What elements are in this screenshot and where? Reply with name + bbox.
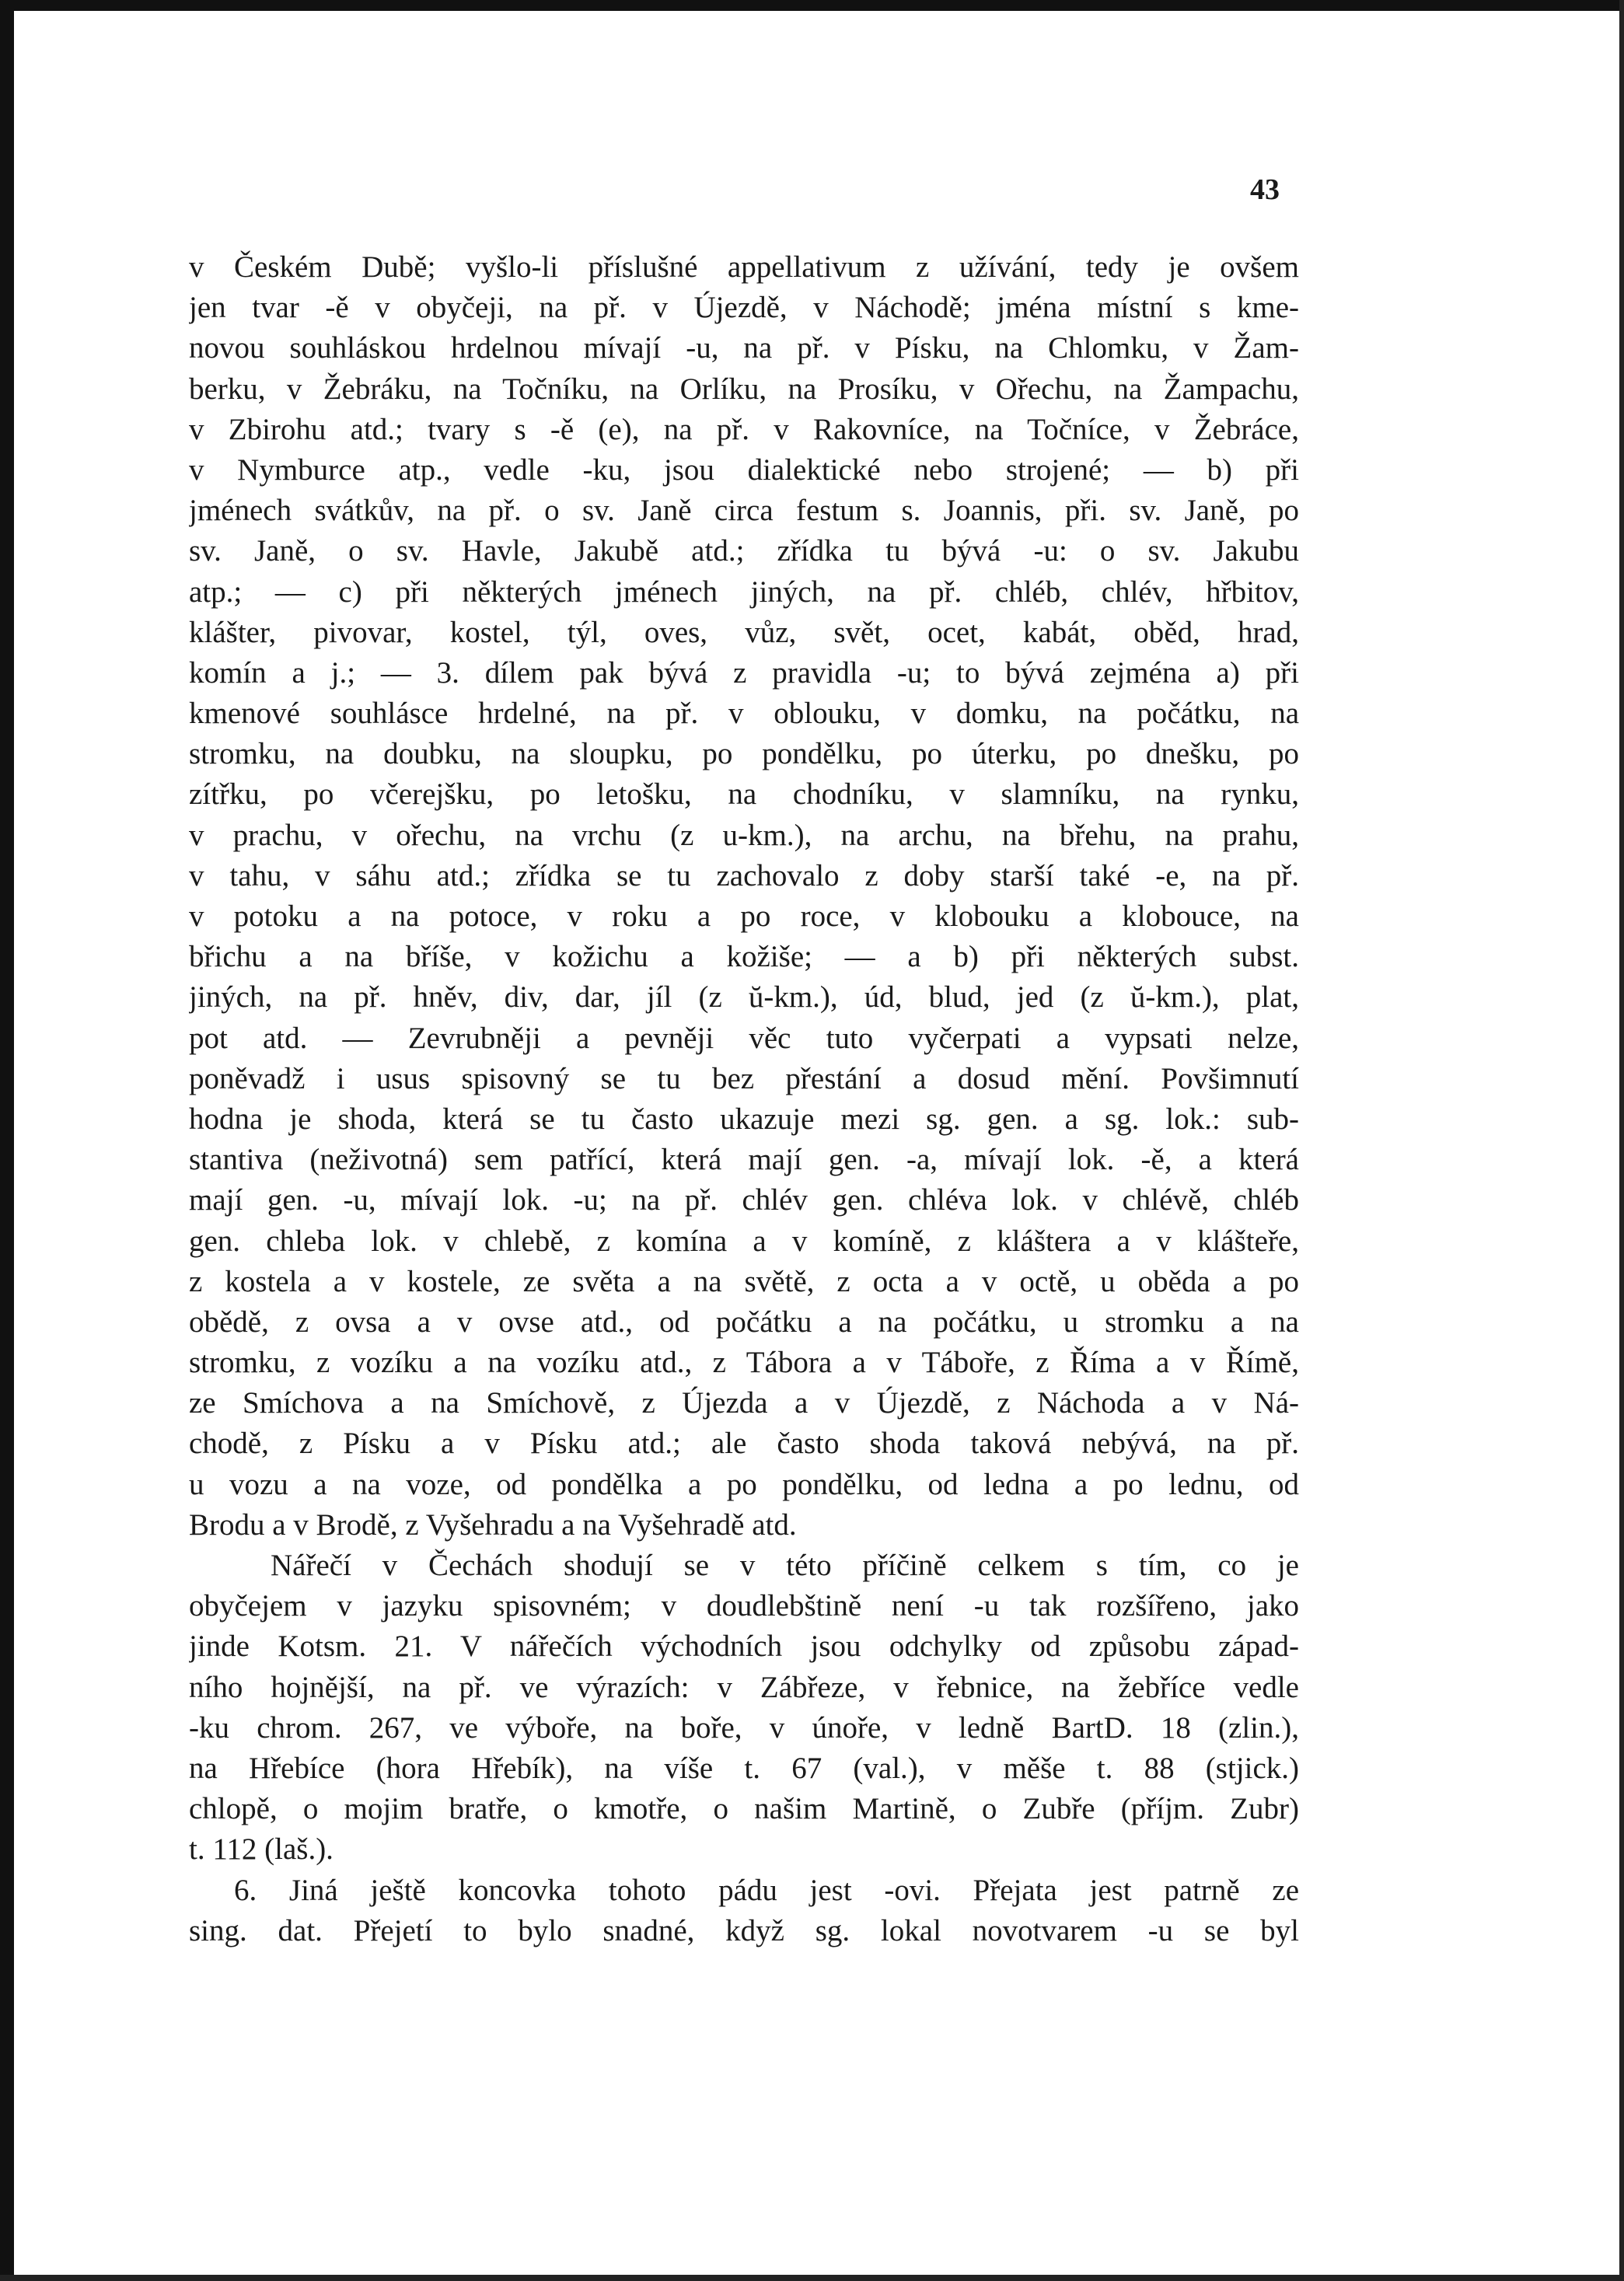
scan-border-bottom bbox=[0, 2275, 1624, 2281]
text-line: pot atd. — Zevrubněji a pevněji věc tuto vyčerpati a vypsati nelze, bbox=[189, 1021, 1299, 1055]
text-line: kmenové souhlásce hrdelné, na př. v oblouku, v domku, na počátku, na bbox=[189, 697, 1299, 731]
text-line: u vozu a na voze, od pondělka a po pondělku, od ledna a po lednu, od bbox=[189, 1467, 1299, 1501]
text-line: zítřku, po včerejšku, po letošku, na chodníku, v slamníku, na rynku, bbox=[189, 777, 1299, 812]
page-number: 43 bbox=[1250, 173, 1280, 206]
text-line: gen. chleba lok. v chlebě, z komína a v komíně, z kláštera a v klášteře, bbox=[189, 1224, 1299, 1258]
text-line: sing. dat. Přejetí to bylo snadné, když sg. lokal novotvarem -u se byl bbox=[189, 1913, 1299, 1947]
text-line: v Zbirohu atd.; tvary s -ě (e), na př. v Rakovníce, na Točníce, v Žebráce, bbox=[189, 412, 1299, 446]
text-line: hodna je shoda, která se tu často ukazuje mezi sg. gen. a sg. lok.: sub- bbox=[189, 1102, 1299, 1136]
text-line: obyčejem v jazyku spisovném; v doudlebštině není -u tak rozšířeno, jako bbox=[189, 1589, 1299, 1623]
text-line: jinde Kotsm. 21. V nářečích východních jsou odchylky od způsobu západ- bbox=[189, 1630, 1299, 1664]
text-line: jiných, na př. hněv, div, dar, jíl (z ŭ-km.), úd, blud, jed (z ŭ-km.), plat, bbox=[189, 980, 1299, 1015]
text-line: jen tvar -ě v obyčeji, na př. v Újezdě, v Náchodě; jména místní s kme- bbox=[189, 291, 1299, 325]
scan-border-right bbox=[1619, 0, 1624, 2281]
text-line: komín a j.; — 3. dílem pak bývá z pravidla -u; to bývá zejména a) při bbox=[189, 655, 1299, 690]
text-line: chlopě, o mojim bratře, o kmotře, o našim Martině, o Zubře (příjm. Zubr) bbox=[189, 1792, 1299, 1826]
scan-border-top bbox=[0, 0, 1624, 11]
text-line: stantiva (neživotná) sem patřící, která mají gen. -a, mívají lok. -ě, a která bbox=[189, 1143, 1299, 1177]
text-line: stromku, na doubku, na sloupku, po pondělku, po úterku, po dnešku, po bbox=[189, 737, 1299, 771]
text-line: chodě, z Písku a v Písku atd.; ale často shoda taková nebývá, na př. bbox=[189, 1427, 1299, 1461]
text-line: jménech svátkův, na př. o sv. Janě circa festum s. Joannis, při. sv. Janě, po bbox=[189, 494, 1299, 528]
body-text bbox=[189, 247, 1299, 1951]
text-line: v potoku a na potoce, v roku a po roce, v klobouku a klobouce, na bbox=[189, 899, 1299, 933]
text-line: atp.; — c) při některých jménech jiných, na př. chléb, chlév, hřbitov, bbox=[189, 575, 1299, 609]
text-line: mají gen. -u, mívají lok. -u; na př. chlév gen. chléva lok. v chlévě, chléb bbox=[189, 1183, 1299, 1217]
text-line: ního hojnější, na př. ve výrazích: v Zábřeze, v řebnice, na žebříce vedle bbox=[189, 1670, 1299, 1704]
text-line: klášter, pivovar, kostel, týl, oves, vůz, svět, ocet, kabát, oběd, hrad, bbox=[189, 615, 1299, 649]
text-line: Nářečí v Čechách shodují se v této příčině celkem s tím, co je bbox=[271, 1549, 1299, 1582]
text-line: v Nymburce atp., vedle -ku, jsou dialektické nebo strojené; — b) při bbox=[189, 452, 1299, 487]
text-line: v Českém Dubě; vyšlo-li příslušné appellativum z užívání, tedy je ovšem bbox=[189, 250, 1299, 284]
text-line: v tahu, v sáhu atd.; zřídka se tu zachovalo z doby starší také -e, na př. bbox=[189, 858, 1299, 892]
text-line: Brodu a v Brodě, z Vyšehradu a na Vyšehradě atd. bbox=[189, 1507, 797, 1542]
scan-border-left bbox=[0, 0, 14, 2281]
text-line: obědě, z ovsa a v ovse atd., od počátku a na počátku, u stromku a na bbox=[189, 1305, 1299, 1339]
text-line: t. 112 (laš.). bbox=[189, 1832, 334, 1867]
text-line: -ku chrom. 267, ve výboře, na boře, v únoře, v ledně BartD. 18 (zlin.), bbox=[189, 1710, 1299, 1745]
text-line: sv. Janě, o sv. Havle, Jakubě atd.; zřídka tu bývá -u: o sv. Jakubu bbox=[189, 534, 1299, 568]
text-line: 6. Jiná ještě koncovka tohoto pádu jest -ovi. Přejata jest patrně ze bbox=[234, 1873, 1299, 1907]
text-line: ze Smíchova a na Smíchově, z Újezda a v Újezdě, z Náchoda a v Ná- bbox=[189, 1386, 1299, 1420]
text-line: z kostela a v kostele, ze světa a na světě, z octa a v octě, u oběda a po bbox=[189, 1264, 1299, 1298]
text-line: novou souhláskou hrdelnou mívají -u, na př. v Písku, na Chlomku, v Žam- bbox=[189, 331, 1299, 365]
text-line: v prachu, v ořechu, na vrchu (z u-km.), na archu, na břehu, na prahu, bbox=[189, 818, 1299, 852]
text-line: na Hřebíce (hora Hřebík), na víše t. 67 (val.), v měše t. 88 (stjick.) bbox=[189, 1751, 1299, 1785]
text-line: stromku, z vozíku a na vozíku atd., z Tábora a v Táboře, z Říma a v Římě, bbox=[189, 1346, 1299, 1380]
text-line: berku, v Žebráku, na Točníku, na Orlíku, na Prosíku, v Ořechu, na Žampachu, bbox=[189, 372, 1299, 406]
text-line: poněvadž i usus spisovný se tu bez přestání a dosud mění. Povšimnutí bbox=[189, 1061, 1299, 1095]
text-line: břichu a na bříše, v kožichu a kožiše; — a b) při některých subst. bbox=[189, 940, 1299, 974]
